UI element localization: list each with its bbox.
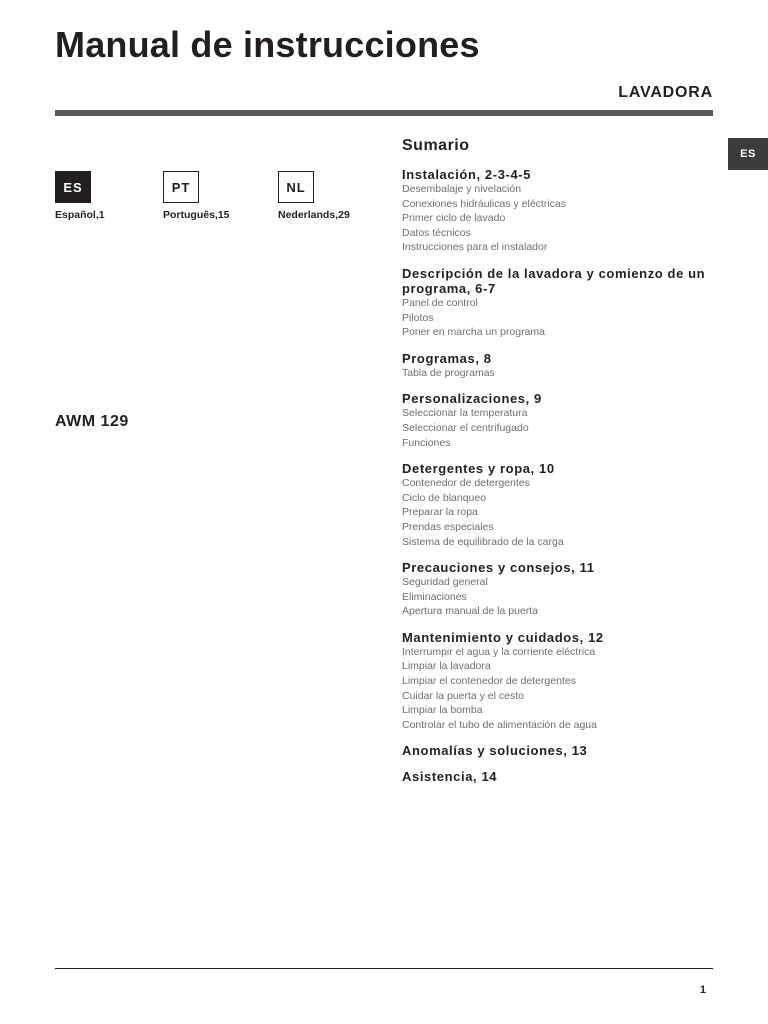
toc-section-item: Apertura manual de la puerta bbox=[402, 605, 539, 618]
toc-section bbox=[402, 391, 712, 450]
manual-title: Manual de instrucciones bbox=[55, 24, 480, 65]
toc-section-item: Limpiar el contenedor de detergentes bbox=[402, 675, 576, 688]
toc-section bbox=[402, 167, 712, 255]
toc-section-item: Limpiar la bomba bbox=[402, 704, 483, 717]
toc-section-item: Eliminaciones bbox=[402, 590, 467, 603]
model-name: AWM 129 bbox=[55, 413, 129, 430]
toc-section-title: Personalizaciones, 9 bbox=[402, 391, 542, 407]
toc-section bbox=[402, 461, 712, 549]
toc-section bbox=[402, 630, 712, 733]
toc-section-item: Primer ciclo de lavado bbox=[402, 212, 506, 225]
toc-section-item: Sistema de equilibrado de la carga bbox=[402, 535, 564, 548]
language-side-tab: ES bbox=[728, 138, 768, 170]
toc-section-item: Panel de control bbox=[402, 296, 478, 309]
toc-section-title: Instalación, 2-3-4-5 bbox=[402, 167, 532, 182]
toc-section-item: Contenedor de detergentes bbox=[402, 477, 530, 490]
toc-section-title: Programas, 8 bbox=[402, 350, 492, 366]
toc-section-item: Cuidar la puerta y el cesto bbox=[402, 689, 524, 702]
toc-section-item: Seleccionar la temperatura bbox=[402, 407, 528, 420]
footer-divider bbox=[55, 968, 713, 969]
product-type: LAVADORA bbox=[618, 84, 713, 101]
toc-section-item: Poner en marcha un programa bbox=[402, 326, 545, 339]
language-code-box: PT bbox=[163, 171, 199, 203]
toc-section-item: Instrucciones para el instalador bbox=[402, 241, 548, 254]
language-caption: Nederlands,29 bbox=[278, 209, 350, 221]
toc-section-title: Asistencia, 14 bbox=[402, 769, 498, 785]
toc-section-item: Funciones bbox=[402, 436, 451, 449]
toc-section-item: Preparar la ropa bbox=[402, 506, 478, 519]
header-divider bbox=[55, 110, 713, 116]
toc-section bbox=[402, 743, 712, 758]
toc-section-item: Ciclo de blanqueo bbox=[402, 491, 487, 504]
toc-section bbox=[402, 266, 712, 340]
toc-section-title: Anomalías y soluciones, 13 bbox=[402, 743, 588, 759]
toc-section-item: Pilotos bbox=[402, 311, 434, 324]
toc-section-item: Conexiones hidráulicas y eléctricas bbox=[402, 197, 566, 210]
toc-section-item: Prendas especiales bbox=[402, 520, 494, 533]
language-caption: Español,1 bbox=[55, 209, 105, 221]
language-caption: Português,15 bbox=[163, 209, 230, 221]
toc-section-item: Datos técnicos bbox=[402, 226, 471, 239]
toc-section bbox=[402, 560, 712, 619]
toc-sections bbox=[402, 167, 712, 784]
language-pt bbox=[163, 171, 230, 221]
language-es bbox=[55, 171, 105, 221]
toc-section-title: Descripción de la lavadora y comienzo de un programa, 6-7 bbox=[402, 265, 706, 296]
toc-section-title: Detergentes y ropa, 10 bbox=[402, 461, 555, 477]
toc-section-item: Interrumpir el agua y la corriente eléctrica bbox=[402, 645, 596, 658]
toc-section-item: Seleccionar el centrifugado bbox=[402, 421, 529, 434]
toc-section-item: Tabla de programas bbox=[402, 366, 495, 379]
language-nl bbox=[278, 171, 350, 221]
language-code-box: NL bbox=[278, 171, 314, 203]
table-of-contents bbox=[402, 137, 712, 795]
toc-section-item: Limpiar la lavadora bbox=[402, 660, 491, 673]
page-number: 1 bbox=[699, 984, 706, 996]
toc-section-title: Mantenimiento y cuidados, 12 bbox=[402, 629, 604, 645]
toc-section-title: Precauciones y consejos, 11 bbox=[402, 560, 595, 576]
toc-section bbox=[402, 769, 712, 784]
toc-title: Sumario bbox=[402, 137, 470, 154]
toc-section-item: Seguridad general bbox=[402, 576, 488, 589]
toc-section bbox=[402, 351, 712, 381]
toc-section-item: Controlar el tubo de alimentación de agua bbox=[402, 718, 597, 731]
language-code-box: ES bbox=[55, 171, 91, 203]
toc-section-item: Desembalaje y nivelación bbox=[402, 183, 522, 195]
